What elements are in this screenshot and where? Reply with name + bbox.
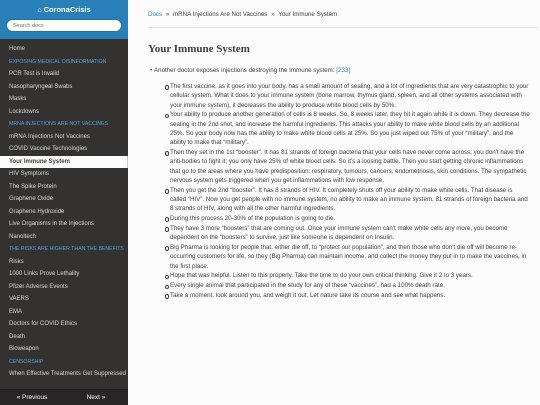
breadcrumb-separator: » xyxy=(165,11,170,18)
page-title: Your Immune System xyxy=(148,43,250,55)
bullet-icon: • xyxy=(150,67,153,74)
list-item: During this process 20-30% of the population is going to die. xyxy=(170,214,530,223)
breadcrumb-divider xyxy=(148,27,538,28)
sidebar-caption: EXPOSING MEDICAL DISINFORMATION xyxy=(9,58,107,65)
sidebar-item-graphene-hydroxide[interactable]: Graphene Hydroxide xyxy=(9,208,65,215)
list-item: Then you get the 2nd “booster”. It has 8 strands of HIV. It completely shuts off your ability to make white cells. That disease is called “HIV”. Now you get people with no immune system, no ability to make an immune system, 81 strands of foreign bacteria and 8 strands of HIV, along with all the other harmful ingredients. xyxy=(170,186,530,214)
brand-label: CoronaCrisis xyxy=(43,5,91,14)
sidebar-item-vaers[interactable]: VAERS xyxy=(9,296,29,302)
list-item: Your ability to produce another generation of cells is 8 weeks. So, 8 weeks later, they hit it again while it is down. They decrease the sealing in the 2nd shot, and increase the harmful ingredients. This attacks your ability to make white blood cells by an additional 25%. So your body now has the ability to make white blood cells at 25%. So you just wiped out 75% of your “military”, and the ability to make that “military”. xyxy=(170,111,530,147)
intro-list-item xyxy=(150,66,530,75)
breadcrumb-parent: mRNA Injections Are Not Vaccines xyxy=(173,11,268,18)
breadcrumb-current: Your Immune System xyxy=(278,11,338,18)
breadcrumb-home-link[interactable]: Docs xyxy=(148,11,163,18)
sidebar-item-lockdowns[interactable]: Lockdowns xyxy=(9,108,40,115)
sidebar-caption: MRNA INJECTIONS ARE NOT VACCINES xyxy=(9,121,108,127)
list-item: Every single animal that participated in the study for any of these “vaccines”, had a 100% death rate. xyxy=(170,281,530,290)
sidebar-item-covid-vaccine-technologies[interactable]: COVID Vaccine Technologies xyxy=(9,146,88,152)
intro-text: Another doctor exposes injections destroying the Immune system: xyxy=(154,67,335,74)
sidebar-header xyxy=(0,0,128,39)
footnote-link[interactable]: [233] xyxy=(336,67,351,74)
list-item: Then they set in the 1st “booster”. It has 81 strands of foreign bacteria that your cells have never come across; you don't have the anti-bodies to fight it; you only have 25% of white blood cells. So it's a loosing battle. Then you start getting chronic inflammations that go to the areas where you have predisposition: respiratory, tumours, cancers, endometriosis, skin conditions. The sympathetic nervous system gets triggered when you get inflammations with low response. xyxy=(170,148,530,185)
sidebar-item-death[interactable]: Death xyxy=(9,333,26,340)
pager xyxy=(0,389,128,405)
sidebar-item-masks[interactable]: Masks xyxy=(9,96,27,102)
sidebar-item-risks[interactable]: Risks xyxy=(9,258,24,265)
sidebar-item-your-immune-system[interactable]: Your Immune System xyxy=(0,156,128,169)
sidebar-item-hiv-symptoms[interactable]: HIV Symptoms xyxy=(9,171,50,177)
sidebar-caption: THE RISKS ARE HIGHER THAN THE BENEFITS xyxy=(9,246,124,252)
main-content xyxy=(128,0,540,405)
sidebar-item-pfizer-adverse-events[interactable]: Pfizer Adverse Events xyxy=(9,283,68,290)
list-item: Hope that was helpful. Listen to this properly. Take the time to do your own critical thinking. Give it 2 to 3 years. xyxy=(170,271,530,280)
list-item: The first vaccine, as it goes into your body, has a small amount of sealing, and a lot of ingredients that are very catastrophic to your cellular system. What it does to your immune system (bone marrow, thymus gland, spleen, and all other systems associated with your immune system), it decreases the ability to produce white blood cells by 50%. xyxy=(170,83,529,109)
sidebar-item-pcr-test-is-invalid[interactable]: PCR Test is Invalid xyxy=(9,71,60,77)
sidebar-item-1000-links-prove-lethality[interactable]: 1000 Links Prove Lethality xyxy=(9,271,80,277)
sidebar-item-ema[interactable]: EMA xyxy=(9,308,23,315)
sidebar-item-mrna-injections-not-vaccines[interactable]: mRNA Injections Not Vaccines xyxy=(9,133,90,140)
sidebar xyxy=(0,0,128,405)
list-item: They have 3 more “boosters” that are coming out. Once your immune system can't make white cells any more, you become dependent on the “boosters” to survive, just like someone is dependent on Insulin. xyxy=(170,224,530,243)
breadcrumb xyxy=(148,11,337,18)
sidebar-item-graphene-oxide[interactable]: Graphene Oxide xyxy=(9,196,54,202)
sidebar-item-nasopharyngeal-swabs[interactable]: Nasopharyngeal Swabs xyxy=(9,83,73,90)
sidebar-item-doctors-for-covid-ethics[interactable]: Doctors for COVID Ethics xyxy=(9,321,78,327)
brand-link[interactable] xyxy=(0,5,128,15)
sidebar-item-when-effective-treatments-get-suppressed[interactable]: When Effective Treatments Get Suppressed xyxy=(9,371,126,377)
list-item: Take a moment, look around you, and weigh it out. Let nature take its course and see what happens. xyxy=(170,291,530,300)
next-button[interactable]: Next » xyxy=(86,394,106,401)
previous-button[interactable]: « Previous xyxy=(16,394,48,401)
search-input[interactable] xyxy=(6,19,122,32)
breadcrumb-separator: » xyxy=(271,11,275,18)
home-icon: ⌂ xyxy=(37,7,42,14)
immune-points-list xyxy=(170,82,530,301)
sidebar-item-live-organisms-in-the-injections[interactable]: Live Organisms in the Injections xyxy=(9,221,95,227)
sidebar-caption: CENSORSHIP xyxy=(9,358,44,365)
sidebar-item-bioweapon[interactable]: Bioweapon xyxy=(9,346,39,352)
list-item: Big Pharma is looking for people that, either die off, to “protect our population”, and then those who don't die off will become re-occurring customers for life, so they (Big Pharma) can maintain income, and collect the money they put in to make the vaccines, in the first place. xyxy=(170,243,530,271)
sidebar-item-the-spike-protein[interactable]: The Spike Protein xyxy=(9,183,57,190)
sidebar-menu xyxy=(0,43,128,381)
sidebar-item-home[interactable]: Home xyxy=(9,46,26,52)
sidebar-item-nanoltech[interactable]: Nanoltech xyxy=(9,233,37,240)
